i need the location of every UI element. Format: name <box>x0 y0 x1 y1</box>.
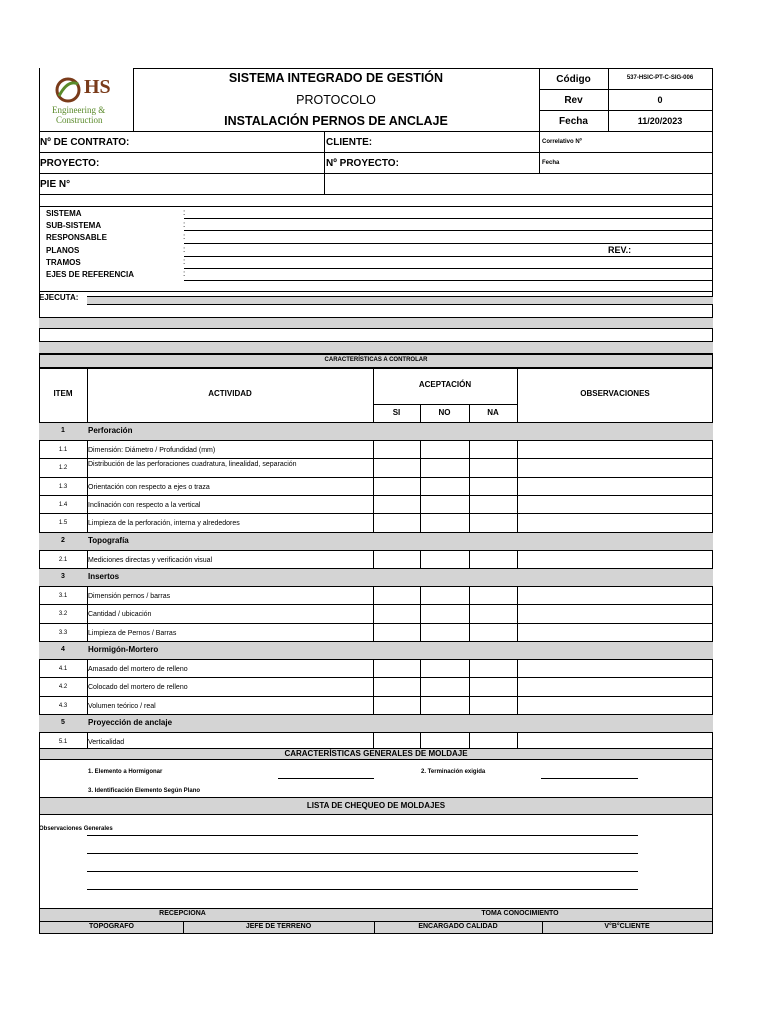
recepciona-label: RECEPCIONA <box>159 910 206 917</box>
row-activity: Orientación con respecto a ejes o traza <box>88 483 210 491</box>
title-sistema: SISTEMA INTEGRADO DE GESTIÓN <box>228 71 444 85</box>
si-checkbox-cell[interactable] <box>374 479 420 495</box>
si-checkbox-cell[interactable] <box>374 698 420 714</box>
characteristics-bar <box>39 354 713 368</box>
topografo-label: TOPOGRAFO <box>89 923 134 930</box>
row-activity: Dimensión pernos / barras <box>88 592 171 600</box>
no-checkbox-cell[interactable] <box>421 661 469 677</box>
observation-cell[interactable] <box>518 497 712 513</box>
observation-cell[interactable] <box>518 661 712 677</box>
field-colon: : <box>183 232 186 241</box>
si-checkbox-cell[interactable] <box>374 588 420 604</box>
observation-cell[interactable] <box>518 625 712 641</box>
jefe-terreno-label: JEFE DE TERRENO <box>245 923 312 930</box>
table-row <box>39 586 713 604</box>
item-header: ITEM <box>53 389 73 398</box>
terminacion-label: 2. Terminación exigida <box>421 769 486 775</box>
section-row <box>39 714 713 732</box>
lista-bar <box>39 797 713 815</box>
row-activity: Volumen teórico / real <box>88 702 156 710</box>
row-activity: Perforación <box>88 426 133 435</box>
planos-rev-label: REV.: <box>608 245 632 255</box>
table-row <box>39 659 713 677</box>
na-header: NA <box>487 408 499 417</box>
observation-cell[interactable] <box>518 606 712 622</box>
field-sub-sistema: SUB-SISTEMA <box>46 221 102 230</box>
section-row <box>39 568 713 586</box>
row-number: 1.4 <box>58 501 68 508</box>
row-number: 1.2 <box>58 465 68 472</box>
section-row <box>39 422 713 440</box>
na-checkbox-cell[interactable] <box>470 497 517 513</box>
row-number: 4.3 <box>58 702 68 709</box>
row-activity: Limpieza de la perforación, interna y alrededores <box>88 520 240 528</box>
row-activity: Cantidad / ubicación <box>88 611 152 619</box>
na-checkbox-cell[interactable] <box>470 606 517 622</box>
no-checkbox-cell[interactable] <box>421 606 469 622</box>
row-number: 5 <box>61 718 65 726</box>
na-checkbox-cell[interactable] <box>470 625 517 641</box>
field-colon: : <box>183 245 186 254</box>
no-checkbox-cell[interactable] <box>421 497 469 513</box>
table-row <box>39 440 713 458</box>
fecha-info-label: Fecha <box>542 160 560 166</box>
row-number: 3 <box>61 572 65 580</box>
observation-cell[interactable] <box>518 552 712 568</box>
na-checkbox-cell[interactable] <box>470 552 517 568</box>
fecha-value: 11/20/2023 <box>637 116 683 126</box>
row-activity: Verticalidad <box>88 738 125 746</box>
observaciones-block <box>39 815 713 908</box>
row-number: 1.3 <box>58 483 68 490</box>
row-activity: Hormigón-Mortero <box>88 644 159 654</box>
field-colon: : <box>183 257 186 266</box>
row-number: 3.2 <box>58 611 68 618</box>
title-instalacion: INSTALACIÓN PERNOS DE ANCLAJE <box>224 114 448 128</box>
characteristics-title: CARACTERÍSTICAS A CONTROLAR <box>324 357 428 363</box>
row-activity: Proyección de anclaje <box>88 717 173 727</box>
no-header: NO <box>438 408 451 417</box>
no-checkbox-cell[interactable] <box>421 679 469 695</box>
si-checkbox-cell[interactable] <box>374 515 420 531</box>
section-row <box>39 641 713 659</box>
row-activity: Insertos <box>88 571 120 581</box>
row-number: 5.1 <box>58 738 68 745</box>
si-checkbox-cell[interactable] <box>374 442 420 458</box>
field-sistema: SISTEMA <box>46 209 82 218</box>
field-tramos: TRAMOS <box>46 258 81 267</box>
pie-label: PIE N° <box>40 179 71 190</box>
field-responsable: RESPONSABLE <box>46 233 107 242</box>
elemento-label: 1. Elemento a Hormigonar <box>88 769 163 775</box>
na-checkbox-cell[interactable] <box>470 442 517 458</box>
observation-cell[interactable] <box>518 442 712 458</box>
row-number: 1.1 <box>58 447 68 453</box>
company-logo <box>46 72 128 128</box>
row-number: 2 <box>61 536 65 544</box>
logo-circle-icon <box>53 75 83 105</box>
fields-block <box>39 195 713 355</box>
ejecuta-field[interactable] <box>87 296 713 305</box>
row-activity: Topografía <box>88 535 129 545</box>
row-number: 1 <box>61 427 65 434</box>
table-row <box>39 550 713 568</box>
si-checkbox-cell[interactable] <box>374 552 420 568</box>
no-checkbox-cell[interactable] <box>421 515 469 531</box>
na-checkbox-cell[interactable] <box>470 661 517 677</box>
elemento-line[interactable] <box>278 778 374 779</box>
row-activity: Mediciones directas y verificación visual <box>88 556 213 564</box>
na-checkbox-cell[interactable] <box>470 515 517 531</box>
no-checkbox-cell[interactable] <box>421 588 469 604</box>
moldaje-title: CARACTERÍSTICAS GENERALES DE MOLDAJE <box>284 749 468 758</box>
checklist-table <box>39 368 713 748</box>
na-checkbox-cell[interactable] <box>470 460 517 476</box>
section-row <box>39 532 713 550</box>
table-row <box>39 513 713 531</box>
no-checkbox-cell[interactable] <box>421 460 469 476</box>
table-row <box>39 677 713 695</box>
row-activity: Dimensión: Diámetro / Profundidad (mm) <box>88 447 216 454</box>
observaciones-line[interactable] <box>87 835 638 836</box>
observation-cell[interactable] <box>518 515 712 531</box>
aceptacion-header: ACEPTACIÓN <box>418 380 472 389</box>
table-row <box>39 495 713 513</box>
field-colon: : <box>183 269 186 278</box>
contrato-label: Nº DE CONTRATO: <box>40 137 130 148</box>
signature-footer <box>39 908 713 934</box>
row-activity: Colocado del mortero de relleno <box>88 684 188 692</box>
fecha-label: Fecha <box>559 116 588 127</box>
encargado-calidad-label: ENCARGADO CALIDAD <box>418 923 498 930</box>
no-checkbox-cell[interactable] <box>421 442 469 458</box>
field-ejes: EJES DE REFERENCIA <box>46 270 135 279</box>
no-checkbox-cell[interactable] <box>421 625 469 641</box>
row-activity: Limpieza de Pernos / Barras <box>88 629 177 637</box>
no-checkbox-cell[interactable] <box>421 552 469 568</box>
table-row <box>39 477 713 495</box>
na-checkbox-cell[interactable] <box>470 698 517 714</box>
proyecto-label: PROYECTO: <box>40 158 100 169</box>
cliente-label: CLIENTE: <box>326 137 373 148</box>
table-row <box>39 458 713 476</box>
observation-cell[interactable] <box>518 698 712 714</box>
title-protocolo: PROTOCOLO <box>296 93 376 107</box>
moldaje-bar <box>39 748 713 760</box>
si-checkbox-cell[interactable] <box>374 625 420 641</box>
table-row <box>39 604 713 622</box>
actividad-header: ACTIVIDAD <box>208 389 252 398</box>
observaciones-label: Observaciones Generales <box>39 826 113 832</box>
table-row <box>39 696 713 714</box>
vb-cliente-label: V°B°CLIENTE <box>604 923 650 930</box>
ejecuta-label: EJECUTA: <box>39 293 79 302</box>
row-number: 4.2 <box>58 684 68 691</box>
row-number: 2.1 <box>58 556 68 563</box>
observation-cell[interactable] <box>518 588 712 604</box>
si-header: SI <box>392 408 401 417</box>
observation-cell[interactable] <box>518 460 712 476</box>
na-checkbox-cell[interactable] <box>470 479 517 495</box>
logo-line2: Construction <box>56 115 103 125</box>
lista-title: LISTA DE CHEQUEO DE MOLDAJES <box>306 801 446 810</box>
row-number: 3.3 <box>58 629 68 636</box>
row-activity: Distribución de las perforaciones cuadratura, linealidad, separación <box>88 461 297 469</box>
field-colon: : <box>183 220 186 229</box>
row-number: 3.1 <box>58 592 68 599</box>
table-row <box>39 623 713 641</box>
no-checkbox-cell[interactable] <box>421 698 469 714</box>
na-checkbox-cell[interactable] <box>470 588 517 604</box>
no-checkbox-cell[interactable] <box>421 479 469 495</box>
codigo-value: 537-HSIC-PT-C-SIG-006 <box>626 75 694 81</box>
logo-letters: HS <box>84 76 111 98</box>
si-checkbox-cell[interactable] <box>374 460 420 476</box>
rev-value: 0 <box>657 95 663 105</box>
rev-label: Rev <box>564 95 583 106</box>
correlativo-label: Correlativo Nº <box>542 139 582 145</box>
row-activity: Inclinación con respecto a la vertical <box>88 501 201 509</box>
si-checkbox-cell[interactable] <box>374 661 420 677</box>
row-number: 1.5 <box>58 520 68 527</box>
si-checkbox-cell[interactable] <box>374 679 420 695</box>
observaciones-line[interactable] <box>87 889 638 890</box>
observaciones-header: OBSERVACIONES <box>580 389 650 398</box>
row-number: 4 <box>61 645 65 653</box>
blank-band-1 <box>39 317 713 329</box>
identificacion-label: 3. Identificación Elemento Según Plano <box>88 788 201 794</box>
blank-band-2 <box>39 341 713 354</box>
row-number: 4.1 <box>58 665 68 672</box>
codigo-label: Código <box>556 74 591 85</box>
si-checkbox-cell[interactable] <box>374 606 420 622</box>
observaciones-line[interactable] <box>87 853 638 854</box>
observaciones-line[interactable] <box>87 871 638 872</box>
toma-conocimiento-label: TOMA CONOCIMIENTO <box>481 910 559 917</box>
logo-line1: Engineering & <box>52 105 106 115</box>
n-proyecto-label: Nº PROYECTO: <box>326 158 399 169</box>
si-checkbox-cell[interactable] <box>374 497 420 513</box>
observation-cell[interactable] <box>518 679 712 695</box>
field-planos: PLANOS <box>46 246 80 255</box>
observation-cell[interactable] <box>518 479 712 495</box>
na-checkbox-cell[interactable] <box>470 679 517 695</box>
field-colon: : <box>183 208 186 217</box>
terminacion-line[interactable] <box>541 778 638 779</box>
row-activity: Amasado del mortero de relleno <box>88 665 188 673</box>
